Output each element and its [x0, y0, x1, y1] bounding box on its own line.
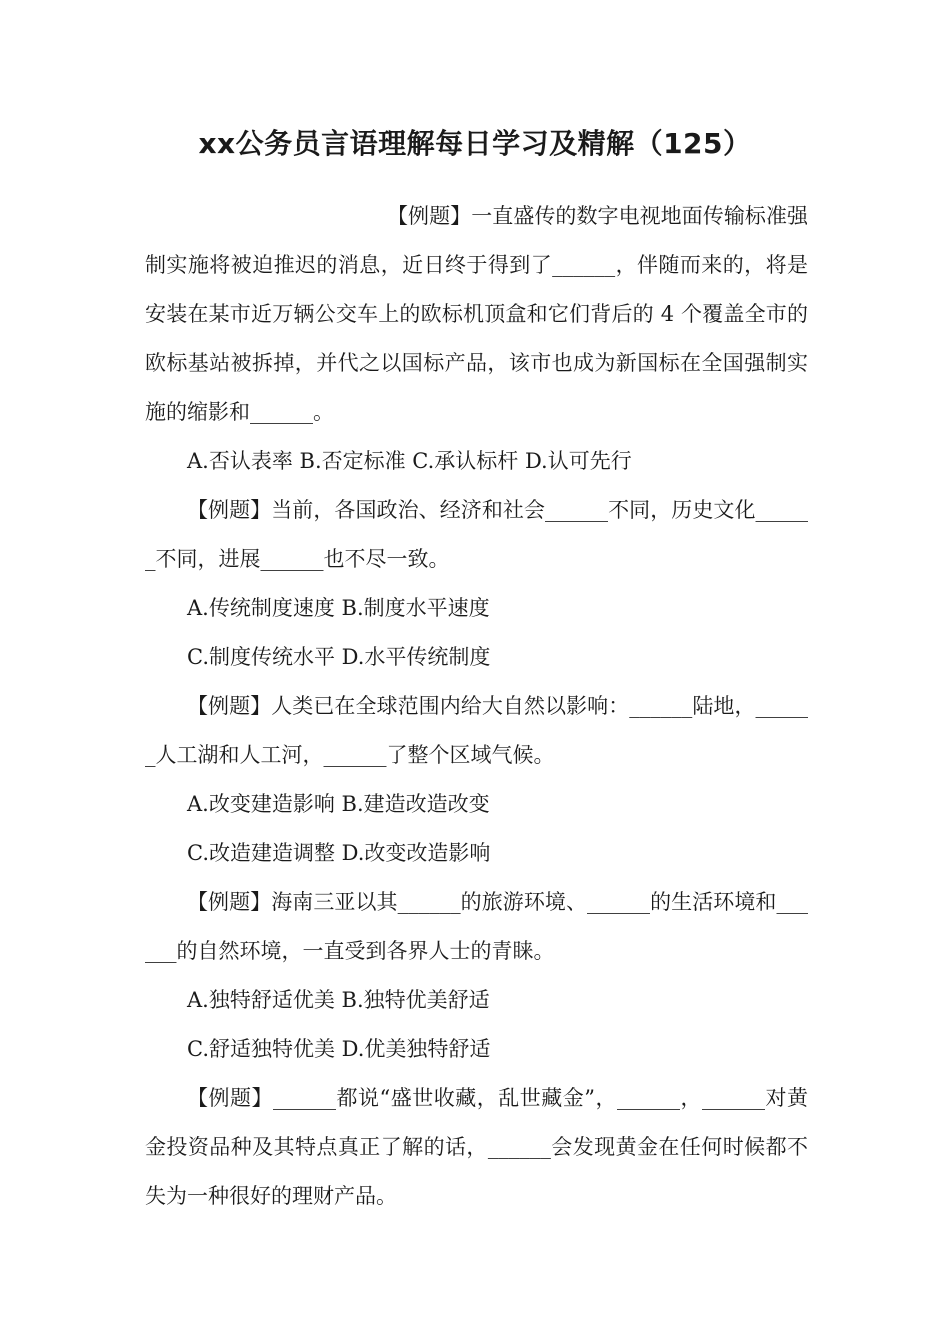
- question-2-options-cd: C.制度传统水平 D.水平传统制度: [187, 645, 491, 669]
- question-1-stem: 【例题】一直盛传的数字电视地面传输标准强制实施将被迫推迟的消息，近日终于得到了______，伴随而来的，将是安装在某市近万辆公交车上的欧标机顶盒和它们背后的 4 个覆盖全市的欧标基站被拆掉，并代之以国标产品，该市也成为新国标在全国强制实施的缩影和______。: [145, 204, 808, 424]
- question-3-options-ab: A.改变建造影响 B.建造改造改变: [187, 792, 490, 816]
- question-4-options-cd: C.舒适独特优美 D.优美独特舒适: [187, 1037, 491, 1061]
- question-1-options: A.否认表率 B.否定标准 C.承认标杆 D.认可先行: [187, 449, 632, 473]
- document-title: xx公务员言语理解每日学习及精解（125）: [198, 127, 752, 160]
- question-3-stem: 【例题】人类已在全球范围内给大自然以影响：______陆地，______人工湖和人工河，______了整个区域气候。: [145, 694, 808, 767]
- question-2-stem: 【例题】当前，各国政治、经济和社会______不同，历史文化______不同，进展______也不尽一致。: [145, 498, 808, 571]
- question-4-options-ab: A.独特舒适优美 B.独特优美舒适: [187, 988, 490, 1012]
- question-5-stem: 【例题】______都说“盛世收藏，乱世藏金”，______，______对黄金投资品种及其特点真正了解的话，______会发现黄金在任何时候都不失为一种很好的理财产品。: [145, 1086, 808, 1208]
- question-2-options-ab: A.传统制度速度 B.制度水平速度: [187, 596, 490, 620]
- question-4-stem: 【例题】海南三亚以其______的旅游环境、______的生活环境和______的自然环境，一直受到各界人士的青睐。: [145, 890, 808, 963]
- question-3-options-cd: C.改造建造调整 D.改变改造影响: [187, 841, 491, 865]
- document-body: [145, 192, 808, 1221]
